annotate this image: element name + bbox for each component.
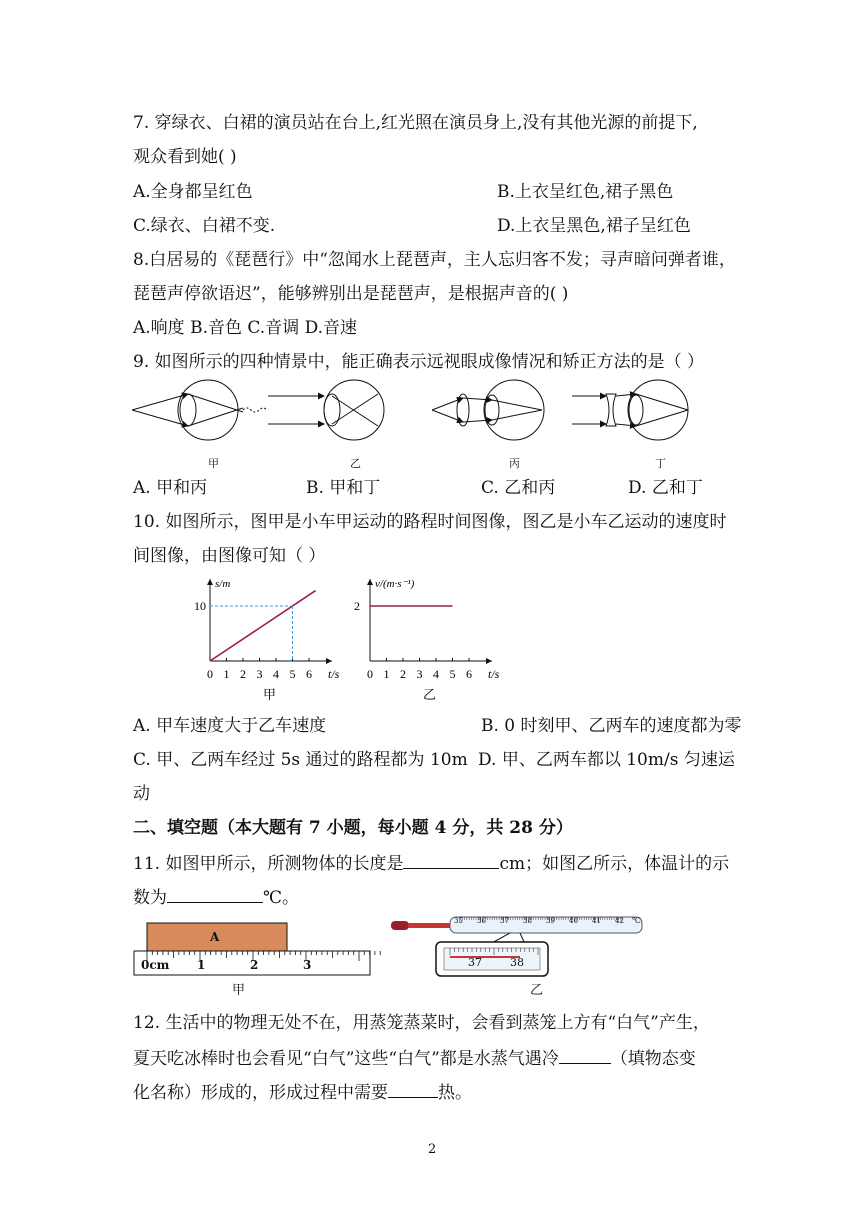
zoom-label-37: 37 xyxy=(468,956,482,969)
answer-blank-state-change[interactable] xyxy=(559,1045,611,1064)
eye-diagram-bing xyxy=(432,380,544,440)
chart-caption: 甲 xyxy=(263,687,277,702)
therm-scale-36: 36 xyxy=(477,917,486,925)
x-axis-label: t/s xyxy=(328,667,340,681)
block-label: A xyxy=(210,930,220,944)
x-axis-label: t/s xyxy=(488,667,500,681)
thermometer-figure xyxy=(390,914,650,982)
ruler-label-0: 0cm xyxy=(141,958,170,972)
x-tick-label: 5 xyxy=(449,667,456,681)
x-tick-label: 2 xyxy=(240,667,246,681)
section-title: 二、填空题（本大题有 7 小题，每小题 4 分，共 28 分） xyxy=(133,818,573,838)
q11-line1 xyxy=(133,850,729,876)
q12-text3a: 化名称）形成的，形成过程中需要 xyxy=(133,1083,388,1103)
x-tick-label: 6 xyxy=(466,667,472,681)
q7-line2: 观众看到她( ) xyxy=(133,147,237,167)
q9-option-c: C. 乙和丙 xyxy=(481,478,556,498)
x-tick-label: 3 xyxy=(416,667,423,681)
therm-scale-40: 40 xyxy=(569,917,578,925)
ruler-label-1: 1 xyxy=(197,958,206,972)
caption-yi: 乙 xyxy=(530,983,544,998)
q8-line1: 8.白居易的《琵琶行》中“忽闻水上琵琶声，主人忘归客不发；寻声暗问弹者谁， xyxy=(133,250,736,270)
x-tick-label: 1 xyxy=(223,667,230,681)
q10-line2: 间图像，由图像可知（ ） xyxy=(133,546,326,566)
fig-label-bing: 丙 xyxy=(509,457,520,470)
q7-option-b: B.上衣呈红色,裙子黑色 xyxy=(497,182,674,202)
q12-line2 xyxy=(133,1045,696,1071)
x-tick-label: 4 xyxy=(433,667,439,681)
x-axis-arrow xyxy=(326,658,332,664)
eye-diagram-jia xyxy=(132,380,267,440)
q7-option-a: A.全身都呈红色 xyxy=(133,182,253,202)
x-tick-label: 3 xyxy=(256,667,263,681)
caption-jia: 甲 xyxy=(232,983,246,998)
series-line xyxy=(210,591,316,661)
q9-line1: 9. 如图所示的四种情景中，能正确表示远视眼成像情况和矫正方法的是（ ） xyxy=(133,352,705,372)
q7-line1: 7. 穿绿衣、白裙的演员站在台上,红光照在演员身上,没有其他光源的前提下, xyxy=(133,113,698,133)
q11-line2 xyxy=(133,884,299,910)
therm-scale-35: 35 xyxy=(454,917,463,925)
q10-line1: 10. 如图所示，图甲是小车甲运动的路程时间图像，图乙是小车乙运动的速度时 xyxy=(133,512,727,532)
fig-label-jia: 甲 xyxy=(208,457,219,470)
therm-scale-41: 41 xyxy=(592,917,601,925)
x-tick-label: 1 xyxy=(383,667,390,681)
x-tick-label: 4 xyxy=(273,667,279,681)
x-tick-label: 2 xyxy=(400,667,406,681)
q12-line3 xyxy=(133,1079,472,1105)
x-tick-label: 5 xyxy=(289,667,296,681)
answer-blank-heat[interactable] xyxy=(388,1079,438,1098)
chart-yi xyxy=(340,575,520,705)
fig-label-yi: 乙 xyxy=(350,457,361,470)
y-axis-arrow xyxy=(207,579,213,585)
therm-scale-37: 37 xyxy=(500,917,509,925)
chart-jia xyxy=(180,575,350,705)
x-tick-label: 6 xyxy=(306,667,312,681)
y-axis-label: v/(m·s⁻¹) xyxy=(375,578,415,590)
y-tick-label: 10 xyxy=(194,599,206,613)
q12-line1: 12. 生活中的物理无处不在，用蒸笼蒸菜时，会看到蒸笼上方有“白气”产生， xyxy=(133,1013,710,1033)
eye-diagrams xyxy=(128,380,748,452)
q11-text3: 数为 xyxy=(133,888,167,908)
ruler-label-3: 3 xyxy=(303,958,312,972)
therm-scale-42: 42 xyxy=(615,917,624,925)
eye-diagram-ding xyxy=(572,380,688,440)
q12-text2b: （填物态变 xyxy=(610,1049,696,1069)
q9-option-d: D. 乙和丁 xyxy=(628,478,703,498)
q11-text4: ℃。 xyxy=(263,888,300,908)
q10-option-c: C. 甲、乙两车经过 5s 通过的路程都为 10m xyxy=(133,750,468,770)
q11-text2: cm；如图乙所示，体温计的示 xyxy=(499,854,730,874)
q12-text2a: 夏天吃冰棒时也会看见“白气”这些“白气”都是水蒸气遇冷 xyxy=(133,1049,559,1069)
therm-unit: ℃ xyxy=(632,916,641,925)
x-axis-arrow xyxy=(486,658,492,664)
y-axis-arrow xyxy=(367,579,373,585)
chart-caption: 乙 xyxy=(423,687,437,702)
q9-option-a: A. 甲和丙 xyxy=(133,478,208,498)
thermometer-bulb xyxy=(391,921,409,930)
eye-diagram-yi xyxy=(268,380,384,440)
answer-blank-length[interactable] xyxy=(403,850,499,869)
q8-options: A.响度 B.音色 C.音调 D.音速 xyxy=(133,318,358,338)
q7-option-d: D.上衣呈黑色,裙子呈红色 xyxy=(497,216,691,236)
ruler-label-2: 2 xyxy=(250,958,259,972)
page-number: 2 xyxy=(428,1142,437,1157)
x-tick-label: 0 xyxy=(367,667,373,681)
fig-label-ding: 丁 xyxy=(655,457,666,470)
q10-option-d: D. 甲、乙两车都以 10m/s 匀速运 xyxy=(478,750,735,770)
q10-option-b: B. 0 时刻甲、乙两车的速度都为零 xyxy=(481,716,742,736)
q11-text1: 11. 如图甲所示，所测物体的长度是 xyxy=(133,854,404,874)
answer-blank-temperature[interactable] xyxy=(167,884,263,903)
zoom-label-38: 38 xyxy=(510,956,524,969)
therm-scale-39: 39 xyxy=(546,917,555,925)
x-tick-label: 0 xyxy=(207,667,213,681)
y-axis-label: s/m xyxy=(215,578,231,590)
mercury-column xyxy=(408,923,456,928)
q8-line2: 琵琶声停欲语迟”，能够辨别出是琵琶声，是根据声音的( ) xyxy=(133,284,569,304)
y-tick-label: 2 xyxy=(354,599,360,613)
q9-option-b: B. 甲和丁 xyxy=(306,478,381,498)
q7-option-c: C.绿衣、白裙不变. xyxy=(133,216,276,236)
q10-option-a: A. 甲车速度大于乙车速度 xyxy=(133,716,327,736)
q10-option-d-cont: 动 xyxy=(133,784,150,804)
therm-scale-38: 38 xyxy=(523,917,532,925)
q12-text3b: 热。 xyxy=(438,1083,472,1103)
